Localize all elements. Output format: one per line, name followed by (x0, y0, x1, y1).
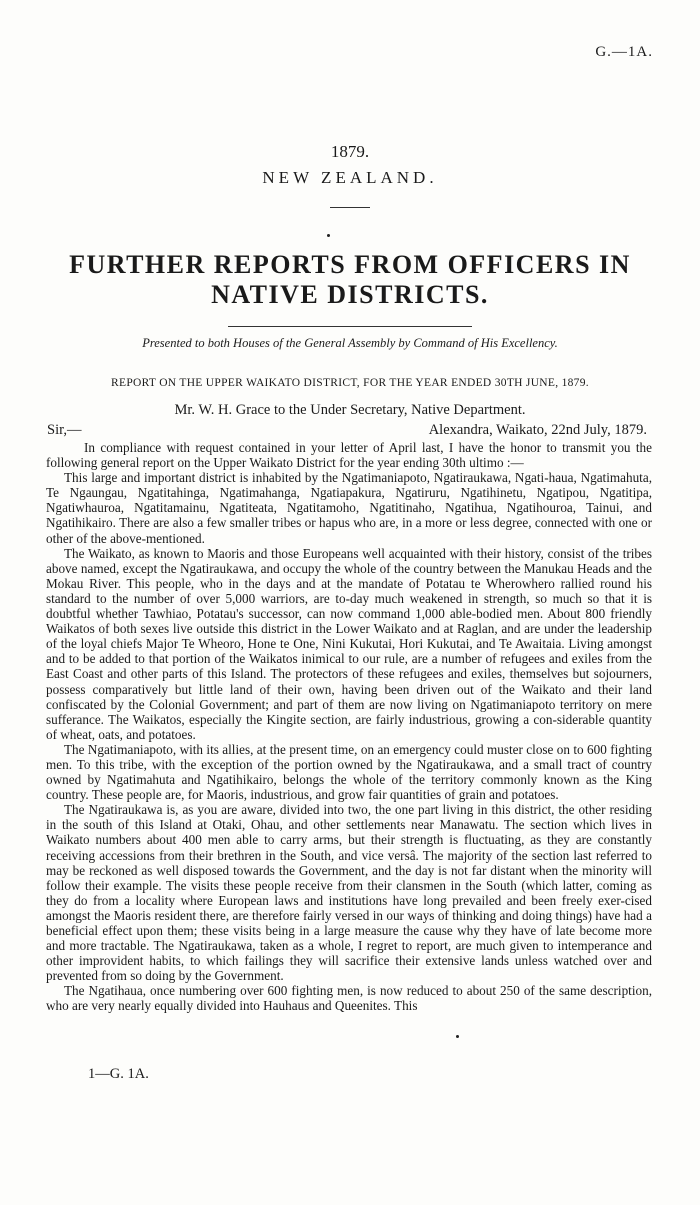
paragraph: The Ngatiraukawa is, as you are aware, divided into two, the one part living in this district, the other residing in the south of this Island at Otaki, Ohau, and other settlements near Manawatu. The section which lives in Waikato numbers about 400 men able to carry arms, but their strength is fluctuating, as they are constantly receiving accessions from their brethren in the South, and vice versâ. The majority of the section last referred to may be reckoned as well disposed towards the Government, and the day is not far distant when the minority will follow their example. The visits these people receive from their clansmen in the South (which latter, coming as they do from a locality where European laws and institutions have long prevailed and been freely exer-cised amongst the Maoris resident there, are therefore fairly versed in our ways of thinking and doing things) have had a beneficial effect upon them; these visits being in a large measure the cause why they have of late become more and more tractable. The Ngatiraukawa, taken as a whole, I regret to report, are much given to intemperance and other improvident habits, to which failings they will sacrifice their extensive lands unless watched over and prevented from so doing by the Government. (46, 802, 652, 984)
ink-dot (456, 1035, 459, 1038)
divider-rule (228, 326, 472, 327)
correspondence-line: Mr. W. H. Grace to the Under Secretary, Native Department. (174, 402, 526, 418)
document-country: NEW ZEALAND. (262, 168, 438, 187)
report-body (46, 440, 652, 1014)
report-heading: REPORT ON THE UPPER WAIKATO DISTRICT, FOR THE YEAR ENDED 30TH JUNE, 1879. (111, 377, 589, 389)
paragraph: In compliance with request contained in your letter of April last, I have the honor to transmit you the following general report on the Upper Waikato District for the year ending 30th ultimo :— (46, 440, 652, 471)
presented-line: Presented to both Houses of the General Assembly by Command of His Excellency. (142, 336, 558, 350)
document-title: FURTHER REPORTS FROM OFFICERS IN NATIVE DISTRICTS. (69, 250, 631, 309)
paragraph: The Ngatihaua, once numbering over 600 fighting men, is now reduced to about 250 of the same description, who are very nearly equally divided into Hauhaus and Queenites. This (46, 983, 652, 1014)
salutation: Sir,— (47, 422, 82, 438)
page-reference: G.—1A. (595, 44, 653, 60)
paragraph: The Ngatimaniapoto, with its allies, at the present time, on an emergency could muster close on to 600 fighting men. To this tribe, with the exception of the portion owned by the Ngatiraukawa, and a small tract of country owned by Ngatimahuta and Ngatihikairo, belongs the whole of the territory commonly known as the King country. These people are, for Maoris, industrious, and grow fair quantities of grain and potatoes. (46, 741, 652, 803)
document-year: 1879. (330, 142, 370, 161)
paragraph: This large and important district is inhabited by the Ngatimaniapoto, Ngatiraukawa, Ngati-haua, Ngatimahuta, Te Ngaungau, Ngatitahinga, Ngatimahanga, Ngatiapakura, Ngatiruru, Ngatihinetu, Ngatipou, Ngatitipa, Ngatiwhauroa, Ngatitamainu, Ngatiteata, Ngatitamoho, Ngatitinaho, Ngatihua, Ngatihouroa, Tainui, and Ngatihikairo. There are also a few smaller tribes or hapus who are, in a more or less degree, connected with one or other of the above-mentioned. (46, 470, 652, 546)
place-date: Alexandra, Waikato, 22nd July, 1879. (428, 422, 647, 438)
ink-dot (327, 234, 330, 237)
paragraph: The Waikato, as known to Maoris and those Europeans well acquainted with their history, consist of the tribes above named, except the Ngatiraukawa, and occupy the whole of the country between the Manukau Heads and the Mokau River. This people, who in the days and at the mandate of Potatau te Wherowhero rallied round his standard to the number of over 5,000 warriors, are to-day much weakened in strength, so much so that it is doubtful whether Tawhiao, Potatau's successor, can now command 1,000 able-bodied men. About 800 friendly Waikatos of both sexes live outside this district in the Lower Waikato and at Raglan, and are under the leadership of the loyal chiefs Major Te Wheoro, Hone te One, Nini Kukutai, Hori Kukutai, and Te Awaitaia. Living amongst and to be added to that portion of the Waikatos inimical to our rule, are a number of refugees and exiles from the East Coast and other parts of this Island. The protectors of these refugees and exiles, themselves but sojourners, possess comparatively but little land of their own, having been driven out of the Waikato and their land confiscated by the Colonial Government; and part of them are now living on Ngatimaniapoto territory on mere sufferance. The Waikatos, especially the Kingite section, are fairly industrious, growing a con-siderable quantity of wheat, oats, and potatoes. (46, 545, 652, 742)
page-signature: 1—G. 1A. (88, 1066, 149, 1082)
divider-rule (330, 207, 370, 208)
